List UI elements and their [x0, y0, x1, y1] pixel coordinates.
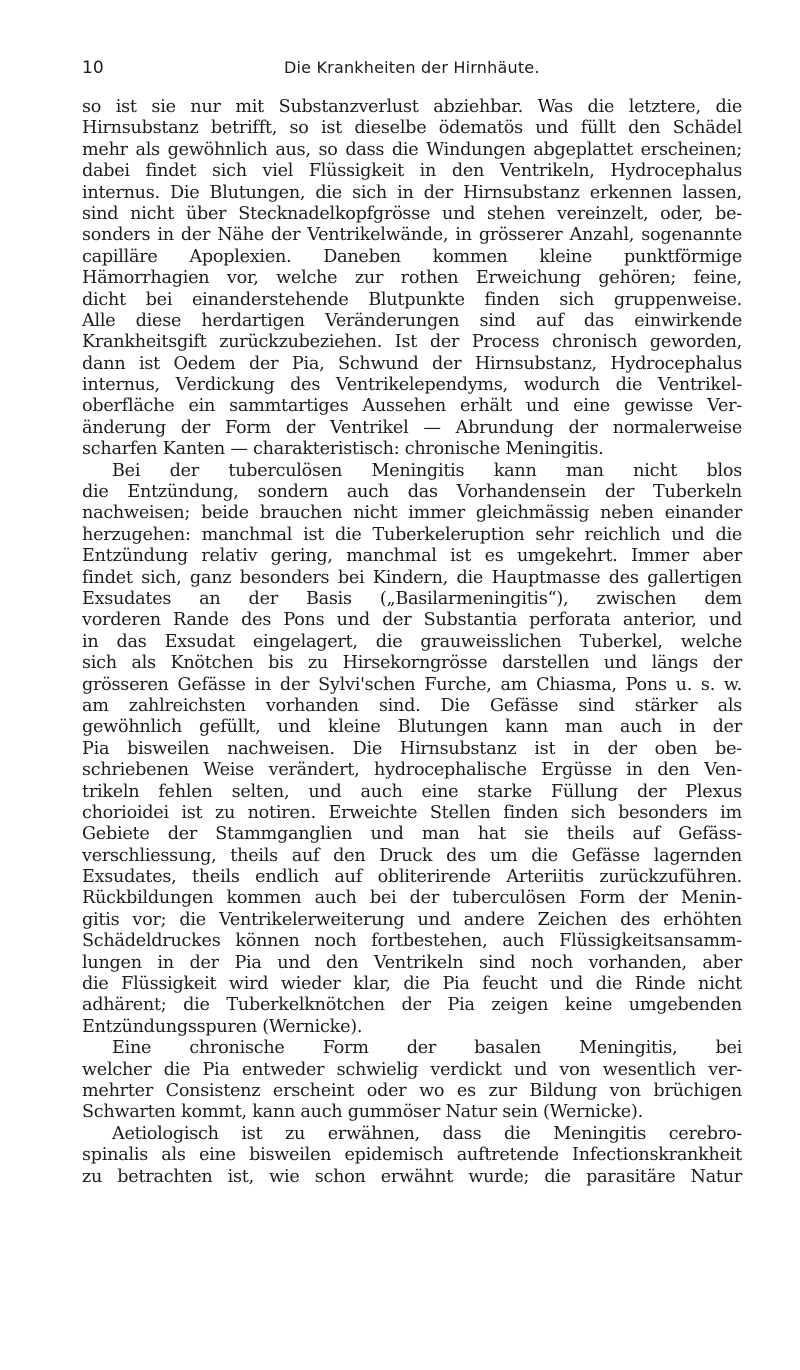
text-line: adhärent; die Tuberkelknötchen der Pia zeigen keine umgebenden: [82, 995, 742, 1016]
text-line: Hämorrhagien vor, welche zur rothen Erweichung gehören; feine,: [82, 268, 742, 289]
text-line: Schädeldruckes können noch fortbestehen, auch Flüssigkeitsansamm-: [82, 931, 742, 952]
text-line: Hirnsubstanz betrifft, so ist dieselbe ödematös und füllt den Schädel: [82, 118, 742, 139]
text-line: chorioidei ist zu notiren. Erweichte Stellen finden sich besonders im: [82, 802, 742, 823]
body-text: [82, 97, 742, 1188]
text-line: Eine chronische Form der basalen Meningitis, bei: [112, 1038, 742, 1059]
text-line: oberfläche ein sammtartiges Aussehen erhält und eine gewisse Ver-: [82, 396, 742, 417]
text-line: scharfen Kanten — charakteristisch: chronische Meningitis.: [82, 439, 604, 460]
text-line: gitis vor; die Ventrikelerweiterung und andere Zeichen des erhöhten: [82, 909, 742, 930]
text-line: so ist sie nur mit Substanzverlust abziehbar. Was die letztere, die: [82, 97, 742, 117]
text-line: Schwarten kommt, kann auch gummöser Natur sein (Wernicke).: [82, 1102, 643, 1123]
text-line: änderung der Form der Ventrikel — Abrundung der normalerweise: [82, 417, 742, 438]
text-line: verschliessung, theils auf den Druck des um die Gefässe lagernden: [82, 845, 742, 866]
text-line: dann ist Oedem der Pia, Schwund der Hirnsubstanz, Hydrocephalus: [82, 353, 742, 374]
text-line: sind nicht über Stecknadelkopfgrösse und stehen vereinzelt, oder, be-: [82, 203, 742, 224]
text-line: Alle diese herdartigen Veränderungen sind auf das einwirkende: [82, 310, 742, 331]
text-line: spinalis als eine bisweilen epidemisch auftretende Infectionskrankheit: [82, 1145, 742, 1166]
text-line: dicht bei einanderstehende Blutpunkte finden sich gruppenweise.: [82, 289, 742, 310]
text-line: in das Exsudat eingelagert, die grauweisslichen Tuberkel, welche: [82, 631, 742, 652]
text-line: capilläre Apoplexien. Daneben kommen kleine punktförmige: [82, 246, 742, 267]
text-line: die Entzündung, sondern auch das Vorhandensein der Tuberkeln: [82, 482, 742, 503]
text-line: internus. Die Blutungen, die sich in der Hirnsubstanz erkennen lassen,: [82, 182, 742, 203]
text-line: vorderen Rande des Pons und der Substantia perforata anterior, und: [82, 610, 742, 631]
text-line: dabei findet sich viel Flüssigkeit in den Ventrikeln, Hydrocephalus: [82, 161, 742, 182]
text-line: Krankheitsgift zurückzubeziehen. Ist der Process chronisch geworden,: [82, 332, 742, 353]
text-line: am zahlreichsten vorhanden sind. Die Gefässe sind stärker als: [82, 695, 742, 716]
text-line: zu betrachten ist, wie schon erwähnt wurde; die parasitäre Natur: [82, 1166, 742, 1187]
page-header: [80, 58, 760, 82]
text-line: trikeln fehlen selten, und auch eine starke Füllung der Plexus: [82, 781, 742, 802]
text-line: schriebenen Weise verändert, hydrocephalische Ergüsse in den Ven-: [82, 760, 742, 781]
text-line: Bei der tuberculösen Meningitis kann man nicht blos: [112, 460, 742, 481]
text-line: lungen in der Pia und den Ventrikeln sind noch vorhanden, aber: [82, 952, 742, 973]
page-number: 10: [82, 58, 104, 78]
text-line: welcher die Pia entweder schwielig verdickt und von wesentlich ver-: [82, 1059, 742, 1080]
text-line: Rückbildungen kommen auch bei der tuberculösen Form der Menin-: [82, 888, 742, 909]
text-line: Gebiete der Stammganglien und man hat sie theils auf Gefäss-: [82, 824, 742, 845]
text-line: sich als Knötchen bis zu Hirsekorngrösse darstellen und längs der: [82, 653, 742, 674]
text-line: Aetiologisch ist zu erwähnen, dass die Meningitis cerebro-: [112, 1123, 742, 1144]
text-line: findet sich, ganz besonders bei Kindern, die Hauptmasse des gallertigen: [82, 567, 742, 588]
running-head: Die Krankheiten der Hirnhäute.: [284, 58, 540, 77]
text-line: mehr als gewöhnlich aus, so dass die Windungen abgeplattet erscheinen;: [82, 139, 742, 160]
text-line: Entzündung relativ gering, manchmal ist es umgekehrt. Immer aber: [82, 546, 742, 567]
text-line: die Flüssigkeit wird wieder klar, die Pia feucht und die Rinde nicht: [82, 974, 742, 995]
text-line: herzugehen: manchmal ist die Tuberkeleruption sehr reichlich und die: [82, 524, 742, 545]
text-line: internus, Verdickung des Ventrikelependyms, wodurch die Ventrikel-: [82, 375, 742, 396]
text-line: mehrter Consistenz erscheint oder wo es zur Bildung von brüchigen: [82, 1080, 742, 1101]
text-line: Pia bisweilen nachweisen. Die Hirnsubstanz ist in der oben be-: [82, 738, 742, 759]
text-line: gewöhnlich gefüllt, und kleine Blutungen kann man auch in der: [82, 717, 742, 738]
text-line: Entzündungsspuren (Wernicke).: [82, 1016, 363, 1037]
text-line: grösseren Gefässe in der Sylvi'schen Furche, am Chiasma, Pons u. s. w.: [82, 674, 742, 695]
text-line: nachweisen; beide brauchen nicht immer gleichmässig neben einander: [82, 503, 742, 524]
text-line: Exsudates an der Basis („Basilarmeningitis“), zwischen dem: [82, 588, 742, 609]
text-line: Exsudates, theils endlich auf obliterirende Arteriitis zurückzuführen.: [82, 867, 742, 888]
text-line: sonders in der Nähe der Ventrikelwände, in grösserer Anzahl, sogenannte: [82, 225, 742, 246]
